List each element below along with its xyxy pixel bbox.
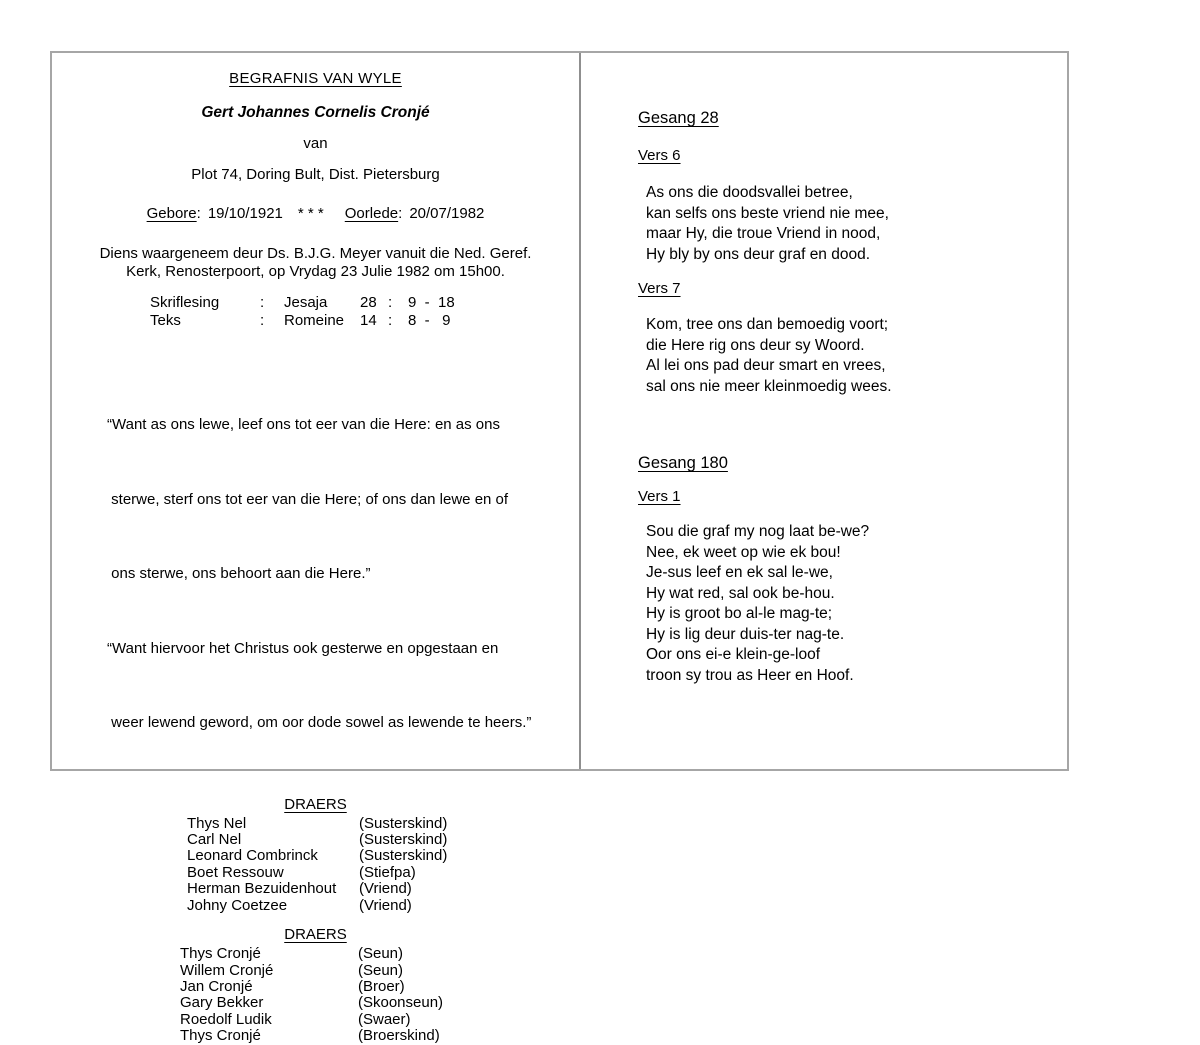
bearer-relation: (Broerskind) — [358, 1027, 440, 1045]
bearer-name: Carl Nel — [187, 831, 242, 849]
bearer-relation: (Vriend) — [359, 896, 412, 914]
hymn-1-verse-6-lines — [646, 183, 1052, 265]
reading-chapter: 28 — [360, 294, 377, 311]
reading-label: Skriflesing — [150, 294, 220, 311]
verse-line: As ons die doodsvallei betree, — [646, 184, 853, 201]
of-label: van — [303, 135, 328, 152]
page-title-text: BEGRAFNIS VAN WYLE — [229, 70, 402, 87]
verse-line: troon sy trou as Heer en Hoof. — [646, 666, 854, 684]
quote-line: weer lewend geword, om oor dode sowel as lewende te heers.” — [107, 713, 532, 731]
verse-line: Hy is groot bo al-le mag-te; — [646, 605, 833, 622]
bearer-name: Thys Nel — [187, 814, 247, 832]
scripture-readings — [150, 294, 579, 329]
bearer-name: Roedolf Ludik — [180, 1010, 272, 1028]
quote-line: “Want as ons lewe, leef ons tot eer van die Here: en as ons — [107, 416, 500, 434]
bearer-relation: (Skoonseun) — [358, 994, 444, 1012]
reading-chapter: 14 — [360, 311, 377, 329]
left-page — [52, 53, 579, 1045]
hymn-1-title-text: Gesang 28 — [638, 109, 719, 127]
bearers-list-2 — [180, 946, 579, 1044]
right-page — [579, 53, 1067, 769]
bearer-relation: (Stiefpa) — [359, 863, 416, 881]
quote-line: “Want hiervoor het Christus ook gesterwe en opgestaan en — [107, 639, 499, 657]
bearer-row — [180, 995, 579, 1011]
bearer-row — [187, 865, 579, 881]
bearer-row — [180, 963, 579, 979]
scripture-quote — [107, 342, 579, 770]
verse-line: Hy bly by ons deur graf en dood. — [646, 245, 871, 263]
bearer-row — [187, 832, 579, 848]
funeral-program-sheet — [50, 51, 1069, 1045]
verse-line: maar Hy, die troue Vriend in nood, — [646, 225, 881, 242]
reading-verses: 9 - 18 — [408, 294, 455, 311]
bearer-row — [180, 946, 579, 962]
reading-book: Jesaja — [284, 294, 328, 311]
reading-colon: : — [260, 294, 265, 311]
verse-line: Nee, ek weet op wie ek bou! — [646, 543, 841, 561]
bearer-relation: (Swaer) — [358, 1010, 411, 1028]
service-line-1: Diens waargeneem deur Ds. B.J.G. Meyer vanuit die Ned. Geref. — [99, 245, 532, 262]
reading-colon: : — [260, 311, 265, 329]
bearer-name: Thys Cronjé — [180, 1027, 261, 1045]
hymn-2-verse-1-lines — [646, 522, 1052, 686]
hymn-2-title-text: Gesang 180 — [638, 454, 728, 472]
bearer-relation: (Susterskind) — [359, 831, 448, 849]
hymn-1-verse-6-label-text: Vers 6 — [638, 147, 681, 164]
hymn-2-verse-1-label-text: Vers 1 — [638, 488, 681, 505]
bearer-relation: (Vriend) — [359, 880, 412, 898]
bearer-name: Jan Cronjé — [180, 977, 253, 995]
verse-line: kan selfs ons beste vriend nie mee, — [646, 204, 889, 222]
verse-line: Sou die graf my nog laat be-we? — [646, 523, 870, 540]
bearers-heading-2 — [52, 926, 579, 944]
reading-label: Teks — [150, 311, 181, 329]
quote-line: ons sterwe, ons behoort aan die Here.” — [107, 565, 371, 583]
reading-verses: 8 - 9 — [408, 311, 451, 329]
bearer-relation: (Seun) — [358, 961, 404, 979]
bearer-row — [187, 881, 579, 897]
service-line-2: Kerk, Renosterpoort, op Vrydag 23 Julie 1982 om 15h00. — [126, 263, 505, 280]
born-label: Gebore — [146, 205, 197, 222]
service-details — [52, 245, 579, 281]
dates-line — [52, 205, 579, 223]
hymn-2-verse-1-label — [638, 488, 1052, 506]
died-value: 20/07/1982 — [409, 205, 485, 222]
hymn-2-title — [638, 453, 1052, 473]
quote-line: sterwe, sterf ons tot eer van die Here; of ons dan lewe en of — [107, 490, 509, 508]
died-colon: : — [398, 205, 403, 222]
bearer-relation: (Seun) — [358, 945, 404, 963]
hymn-1-title — [638, 108, 1052, 128]
hymn-1-verse-7-lines — [646, 315, 1052, 397]
bearers-heading-1-text: DRAERS — [284, 795, 347, 813]
bearer-row — [187, 898, 579, 914]
reading-row — [150, 294, 579, 312]
verse-line: die Here rig ons deur sy Woord. — [646, 336, 865, 354]
verse-line: Al lei ons pad deur smart en vrees, — [646, 357, 886, 374]
deceased-name: Gert Johannes Cornelis Cronjé — [201, 104, 430, 121]
bearers-section-1 — [52, 796, 579, 914]
bearer-row — [180, 1028, 579, 1044]
bearer-name: Herman Bezuidenhout — [187, 880, 337, 898]
bearer-name: Johny Coetzee — [187, 896, 288, 914]
bearers-list-1 — [187, 816, 579, 914]
bearer-name: Boet Ressouw — [187, 863, 284, 881]
bearer-relation: (Susterskind) — [359, 814, 448, 832]
verse-line: Hy wat red, sal ook be-hou. — [646, 584, 835, 602]
verse-line: Kom, tree ons dan bemoedig voort; — [646, 316, 889, 333]
died-label: Oorlede — [344, 205, 399, 222]
hymn-1-verse-7-label — [638, 280, 1052, 298]
hymn-1-verse-6-label — [638, 147, 1052, 165]
bearer-name: Willem Cronjé — [180, 961, 274, 979]
bearer-relation: (Susterskind) — [359, 847, 448, 865]
verse-line: sal ons nie meer kleinmoedig wees. — [646, 377, 892, 395]
dates-separator: * * * — [297, 205, 324, 222]
bearers-heading-2-text: DRAERS — [284, 926, 347, 944]
reading-book: Romeine — [284, 311, 345, 329]
bearer-row — [187, 848, 579, 864]
reading-colon-2: : — [388, 311, 393, 329]
bearer-row — [187, 816, 579, 832]
verse-line: Oor ons ei-e klein-ge-loof — [646, 646, 821, 663]
page-title — [52, 70, 579, 88]
address-line: Plot 74, Doring Bult, Dist. Pietersburg — [191, 166, 440, 183]
bearer-row — [180, 979, 579, 995]
bearer-name: Thys Cronjé — [180, 945, 261, 963]
verse-line: Je-sus leef en ek sal le-we, — [646, 564, 833, 581]
bearer-row — [180, 1012, 579, 1028]
reading-row — [150, 312, 579, 330]
born-colon: : — [196, 205, 201, 222]
verse-line: Hy is lig deur duis-ter nag-te. — [646, 625, 845, 643]
hymn-1-verse-7-label-text: Vers 7 — [638, 280, 681, 297]
bearer-relation: (Broer) — [358, 977, 405, 995]
bearer-name: Gary Bekker — [180, 994, 264, 1012]
bearers-section-2 — [52, 926, 579, 1044]
bearer-name: Leonard Combrinck — [187, 847, 318, 865]
reading-colon-2: : — [388, 294, 393, 311]
born-value: 19/10/1921 — [207, 205, 283, 222]
bearers-heading-1 — [52, 796, 579, 814]
